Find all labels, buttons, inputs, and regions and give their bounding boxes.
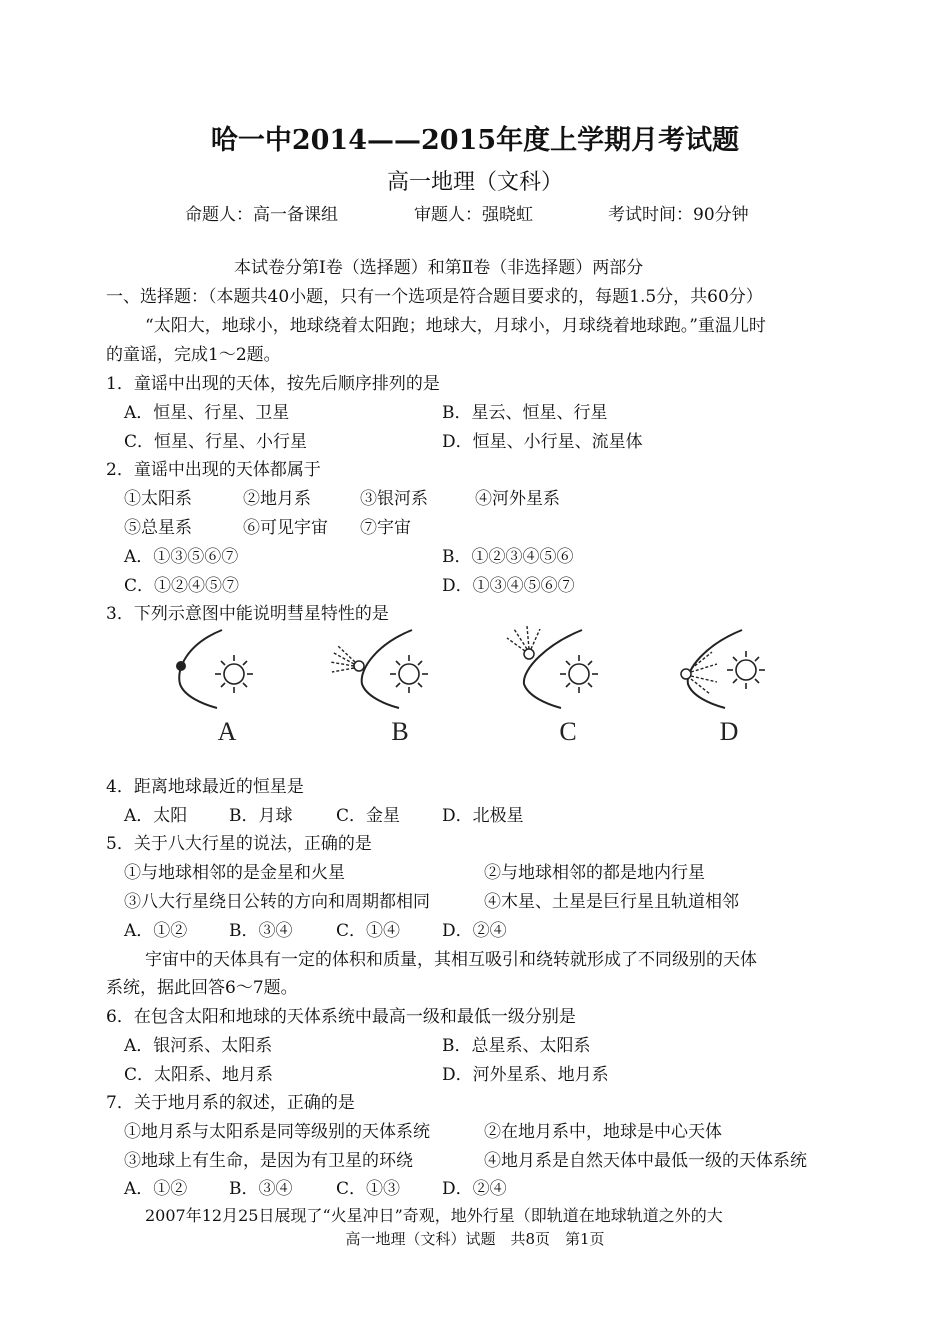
q5-statement-4: ④木星、土星是巨行星且轨道相邻	[484, 892, 739, 912]
q7-option-d: D．②④	[442, 1179, 507, 1199]
comet-head-a	[176, 661, 186, 671]
q1-option-b: B．星云、恒星、行星	[442, 403, 608, 423]
q2-item-1: ①太阳系	[124, 489, 192, 509]
diagram-label-b: B	[391, 717, 409, 746]
q4-option-d: D．北极星	[442, 806, 524, 826]
q4-option-b: B．月球	[229, 806, 293, 826]
comet-head-d	[681, 669, 691, 679]
sun-icon	[215, 655, 253, 693]
q4-option-c: C．金星	[336, 806, 401, 826]
reviewer-info: 审题人：强晓虹	[414, 205, 533, 225]
q1-option-d: D．恒星、小行星、流星体	[442, 432, 643, 452]
q2-stem: 2．童谣中出现的天体都属于	[106, 460, 321, 480]
q7-option-a: A．①②	[124, 1179, 188, 1199]
q1-option-c: C．恒星、行星、小行星	[124, 432, 308, 452]
q5-option-d: D．②④	[442, 921, 507, 941]
q5-statement-1: ①与地球相邻的是金星和火星	[124, 863, 345, 883]
q7-statement-4: ④地月系是自然天体中最低一级的天体系统	[484, 1151, 807, 1171]
comet-tail-c	[507, 626, 540, 651]
passage1-line2: 的童谣，完成1～2题。	[106, 345, 281, 365]
q5-stem: 5．关于八大行星的说法，正确的是	[106, 834, 372, 854]
exam-subtitle: 高一地理（文科）	[386, 170, 563, 195]
q5-option-b: B．③④	[229, 921, 293, 941]
sun-icon	[560, 655, 598, 693]
q2-option-b: B．①②③④⑤⑥	[442, 547, 574, 567]
orbit-b	[362, 630, 412, 708]
passage2-line1: 宇宙中的天体具有一定的体积和质量，其相互吸引和绕转就形成了不同级别的天体	[145, 950, 757, 970]
section-heading: 一、选择题：（本题共40小题，只有一个选项是符合题目要求的，每题1.5分，共60分）	[106, 287, 763, 307]
exam-title: 哈一中2014——2015年度上学期月考试题	[210, 125, 740, 156]
q1-stem: 1．童谣中出现的天体，按先后顺序排列的是	[106, 374, 440, 394]
sun-icon	[727, 651, 765, 689]
sun-icon	[390, 655, 428, 693]
passage1-line1: “太阳大，地球小，地球绕着太阳跑；地球大，月球小，月球绕着地球跑。”重温儿时	[145, 316, 766, 336]
q2-option-a: A．①③⑤⑥⑦	[124, 547, 239, 567]
q7-option-c: C．①③	[336, 1179, 401, 1199]
q2-item-3: ③银河系	[360, 489, 428, 509]
comet-head-c	[524, 649, 534, 659]
q3-stem: 3．下列示意图中能说明彗星特性的是	[106, 604, 389, 624]
q2-option-c: C．①②④⑤⑦	[124, 576, 240, 596]
orbit-c	[524, 630, 582, 708]
intro-text: 本试卷分第Ⅰ卷（选择题）和第Ⅱ卷（非选择题）两部分	[234, 258, 644, 278]
orbit-a	[179, 630, 222, 708]
q5-statement-2: ②与地球相邻的都是地内行星	[484, 863, 705, 883]
q5-option-c: C．①④	[336, 921, 401, 941]
q7-statement-3: ③地球上有生命，是因为有卫星的环绕	[124, 1151, 413, 1171]
q4-option-a: A．太阳	[124, 806, 188, 826]
diagram-label-c: C	[559, 717, 577, 746]
comet-tail-d	[691, 652, 717, 694]
q7-option-b: B．③④	[229, 1179, 293, 1199]
author-info: 命题人：高一备课组	[185, 205, 338, 225]
orbit-d	[688, 630, 742, 708]
time-info: 考试时间：90分钟	[608, 205, 749, 225]
q6-option-b: B．总星系、太阳系	[442, 1036, 591, 1056]
page-footer: 高一地理（文科）试题 共8页 第1页	[345, 1230, 605, 1248]
diagram-label-d: D	[719, 717, 739, 746]
q4-stem: 4．距离地球最近的恒星是	[106, 777, 304, 797]
q2-option-d: D．①③④⑤⑥⑦	[442, 576, 575, 596]
q7-statement-2: ②在地月系中，地球是中心天体	[484, 1122, 722, 1142]
q5-statement-3: ③八大行星绕日公转的方向和周期都相同	[124, 892, 430, 912]
q7-statement-1: ①地月系与太阳系是同等级别的天体系统	[124, 1122, 430, 1142]
q6-option-c: C．太阳系、地月系	[124, 1065, 274, 1085]
q2-item-5: ⑤总星系	[124, 518, 192, 538]
q7-stem: 7．关于地月系的叙述，正确的是	[106, 1093, 355, 1113]
comet-head-b	[354, 661, 364, 671]
comet-tail-b	[330, 646, 355, 672]
q2-item-6: ⑥可见宇宙	[243, 518, 328, 538]
q6-option-d: D．河外星系、地月系	[442, 1065, 609, 1085]
passage3-line1: 2007年12月25日展现了“火星冲日”奇观，地外行星（即轨道在地球轨道之外的大	[145, 1206, 723, 1225]
comet-diagram	[162, 624, 782, 749]
diagram-label-a: A	[217, 717, 237, 746]
q2-item-2: ②地月系	[243, 489, 311, 509]
q6-option-a: A．银河系、太阳系	[124, 1036, 273, 1056]
q2-item-7: ⑦宇宙	[360, 518, 411, 538]
q2-item-4: ④河外星系	[475, 489, 560, 509]
q5-option-a: A．①②	[124, 921, 188, 941]
passage2-line2: 系统，据此回答6～7题。	[106, 978, 298, 998]
q6-stem: 6．在包含太阳和地球的天体系统中最高一级和最低一级分别是	[106, 1007, 576, 1027]
q1-option-a: A．恒星、行星、卫星	[124, 403, 290, 423]
